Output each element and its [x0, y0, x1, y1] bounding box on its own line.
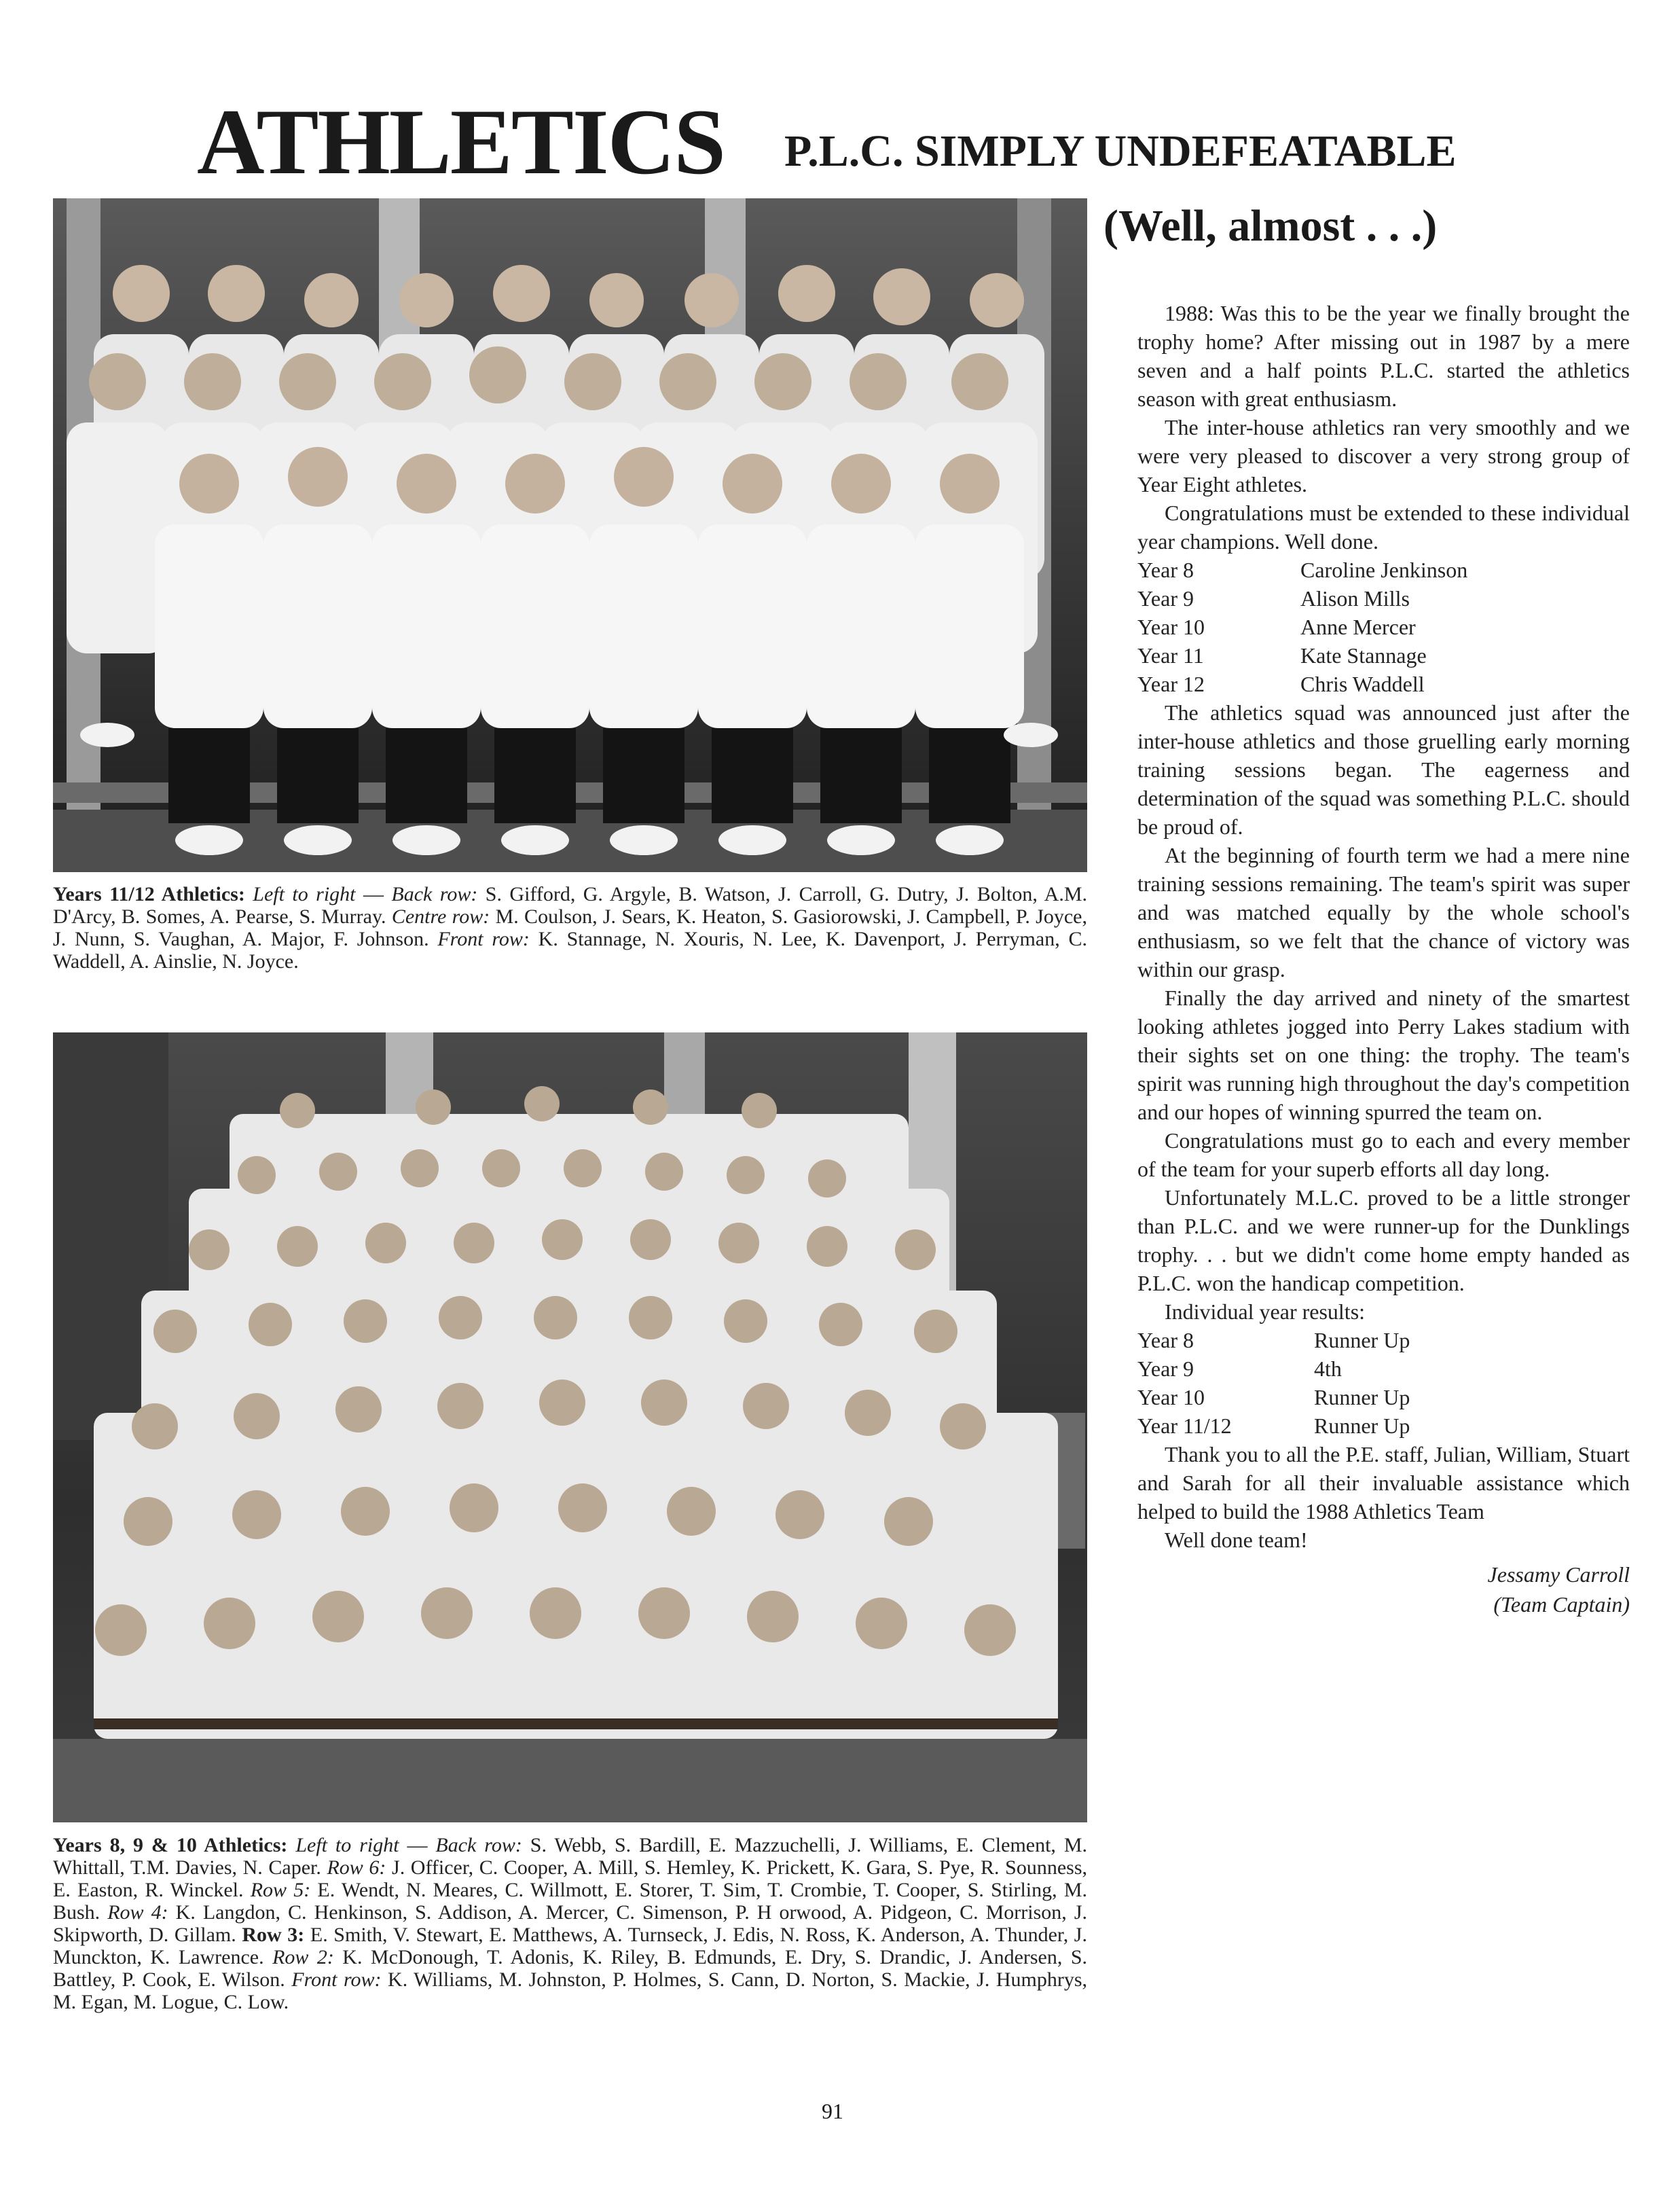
back-row-names: S. Gifford, G. Argyle, B. Watson, J. Carroll, G. Dutry, J. Bolton, A.M. D'Arcy, B. Somes, A. Pearse, S. Murray. — [53, 883, 1087, 928]
caption-years-8-9-10 — [53, 1834, 1087, 2013]
author-name: Jessamy Carroll — [1487, 1562, 1630, 1587]
champion-name: Caroline Jenkinson — [1300, 558, 1468, 582]
champions-list — [1137, 556, 1630, 698]
caption-lead: Years 11/12 Athletics: — [53, 883, 245, 905]
result-value: 4th — [1314, 1356, 1342, 1381]
centre-row-label: Centre row: — [391, 905, 490, 928]
champion-row — [1137, 613, 1630, 641]
year-label: Year 10 — [1137, 615, 1205, 639]
front-row-names: K. Williams, M. Johnston, P. Holmes, S. Cann, D. Norton, S. Mackie, J. Humphrys, M. Egan, M. Logue, C. Low. — [53, 1968, 1087, 2013]
row-3-names: E. Smith, V. Stewart, E. Matthews, A. Turnseck, J. Edis, N. Ross, K. Anderson, A. Thunder, J. Munckton, K. Lawrence. — [53, 1924, 1087, 1968]
paragraph: The athletics squad was announced just after the inter-house athletics and those gruelling early morning training sessions began. The eagerness and determination of the squad was something P.L.C. should be proud of. — [1137, 700, 1630, 839]
champion-name: Kate Stannage — [1300, 643, 1427, 668]
paragraph: Congratulations must go to each and every member of the team for your superb efforts all day long. — [1137, 1128, 1630, 1181]
row-2-names: K. McDonough, T. Adonis, K. Riley, B. Edmunds, E. Dry, S. Drandic, J. Andersen, S. Battley, P. Cook, E. Wilson. — [53, 1946, 1088, 1991]
year-label: Year 9 — [1137, 586, 1194, 611]
champion-row — [1137, 584, 1630, 613]
year-label: Year 12 — [1137, 672, 1205, 696]
row-5-label: Row 5: — [250, 1879, 311, 1901]
caption-direction: Left to right — [253, 883, 356, 905]
page-number: 91 — [822, 2099, 843, 2123]
paragraph: Unfortunately M.L.C. proved to be a little stronger than P.L.C. and we were runner-up for the Dunklings trophy. . . but we didn't come home empty handed as P.L.C. won the handicap competition. — [1137, 1185, 1630, 1295]
results-list — [1137, 1326, 1630, 1440]
champion-row — [1137, 556, 1630, 584]
result-value: Runner Up — [1314, 1413, 1410, 1438]
paragraph: Thank you to all the P.E. staff, Julian, William, Stuart and Sarah for all their invaluable assistance which helped to build the 1988 Athletics Team — [1137, 1442, 1630, 1524]
caption-direction: Left to right — [295, 1834, 399, 1856]
back-row-label: Back row: — [435, 1834, 522, 1856]
champion-row — [1137, 670, 1630, 698]
page-title: ATHLETICS — [197, 90, 725, 194]
result-row — [1137, 1383, 1630, 1411]
caption-years-11-12 — [53, 883, 1087, 973]
row-4-names: K. Langdon, C. Henkinson, S. Addison, A. Mercer, C. Simenson, P. H orwood, A. Pidgeon, C. Morrison, J. Skipworth, D. Gillam. — [53, 1901, 1088, 1946]
row-3-label: Row 3: — [242, 1924, 305, 1946]
result-value: Runner Up — [1314, 1385, 1410, 1409]
centre-row-names: M. Coulson, J. Sears, K. Heaton, S. Gasiorowski, J. Campbell, P. Joyce, J. Nunn, S. Vaughan, A. Major, F. Johnson. — [53, 905, 1087, 950]
team-photo-years-11-12 — [53, 198, 1087, 872]
row-5-names: E. Wendt, N. Meares, C. Willmott, E. Storer, T. Sim, T. Crombie, T. Cooper, S. Stirling, M. Bush. — [53, 1879, 1088, 1924]
paragraph: Well done team! — [1165, 1528, 1308, 1552]
back-row-names: S. Webb, S. Bardill, E. Mazzuchelli, J. Williams, E. Clement, M. Whittall, T.M. Davies, N. Caper. — [53, 1834, 1088, 1879]
champion-name: Anne Mercer — [1300, 615, 1416, 639]
row-6-label: Row 6: — [327, 1856, 386, 1879]
champion-row — [1137, 641, 1630, 670]
caption-lead: Years 8, 9 & 10 Athletics: — [53, 1834, 288, 1856]
team-photo-years-8-9-10 — [53, 1032, 1087, 1822]
champion-name: Chris Waddell — [1300, 672, 1425, 696]
article-headline: P.L.C. SIMPLY UNDEFEATABLE — [784, 126, 1457, 176]
caption-dash: — — [399, 1834, 436, 1856]
result-row — [1137, 1411, 1630, 1440]
result-row — [1137, 1354, 1630, 1383]
article-headline-aside: (Well, almost . . .) — [1103, 201, 1438, 251]
back-row-label: Back row: — [391, 883, 478, 905]
paragraph: 1988: Was this to be the year we finally brought the trophy home? After missing out in 1987 by a mere seven and a half points P.L.C. started the athletics season with great enthusiasm. — [1137, 301, 1630, 411]
year-label: Year 10 — [1137, 1385, 1205, 1409]
front-row-label: Front row: — [437, 928, 530, 950]
paragraph: Congratulations must be extended to these individual year champions. Well done. — [1137, 501, 1630, 554]
front-row-names: K. Stannage, N. Xouris, N. Lee, K. Davenport, J. Perryman, C. Waddell, A. Ainslie, N. Joyce. — [53, 928, 1087, 973]
row-6-names: J. Officer, C. Cooper, A. Mill, S. Hemley, K. Prickett, K. Gara, S. Pye, R. Sounness, E. Easton, R. Winckel. — [53, 1856, 1088, 1901]
paragraph: Finally the day arrived and ninety of the smartest looking athletes jogged into Perry Lakes stadium with their sights set on one thing: the trophy. The team's spirit was running high throughout the day's competition and our hopes of winning spurred the team on. — [1137, 986, 1630, 1124]
result-value: Runner Up — [1314, 1328, 1410, 1352]
year-label: Year 11/12 — [1137, 1413, 1232, 1438]
paragraph: The inter-house athletics ran very smoothly and we were very pleased to discover a very strong group of Year Eight athletes. — [1137, 415, 1630, 497]
year-label: Year 11 — [1137, 643, 1204, 668]
result-row — [1137, 1326, 1630, 1354]
row-4-label: Row 4: — [107, 1901, 168, 1924]
champion-name: Alison Mills — [1300, 586, 1410, 611]
front-row-label: Front row: — [291, 1968, 382, 1991]
paragraph: Individual year results: — [1165, 1299, 1366, 1324]
year-label: Year 9 — [1137, 1356, 1194, 1381]
caption-dash: — — [355, 883, 392, 905]
row-2-label: Row 2: — [272, 1946, 334, 1968]
article-body — [1137, 299, 1630, 1619]
author-role: (Team Captain) — [1493, 1592, 1630, 1617]
year-label: Year 8 — [1137, 558, 1194, 582]
year-label: Year 8 — [1137, 1328, 1194, 1352]
paragraph: At the beginning of fourth term we had a mere nine training sessions remaining. The team's spirit was super and was matched equally by the whole school's enthusiasm, so we felt that the chance of victory was within our grasp. — [1137, 843, 1630, 981]
